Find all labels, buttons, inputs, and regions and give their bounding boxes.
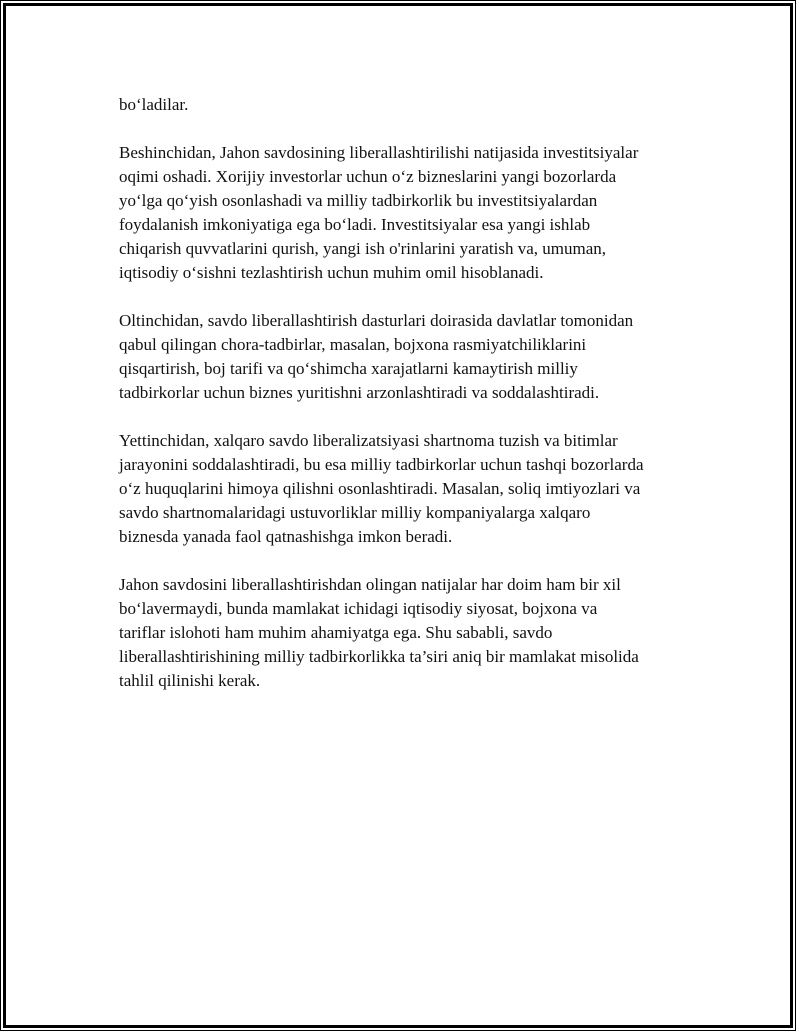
- paragraph-seventh-point: Yettinchidan, xalqaro savdo liberalizatsiyasi shartnoma tuzish va bitimlar jarayonini soddalashtiradi, bu esa milliy tadbirkorlar uchun tashqi bozorlarda o‘z huquqlarini himoya qilishni osonlashtiradi. Masalan, soliq imtiyozlari va savdo shartnomalaridagi ustuvorliklar milliy kompaniyalarga xalqaro biznesda yanada faol qatnashishga imkon beradi.: [119, 431, 644, 546]
- paragraph-continuation: bo‘ladilar.: [119, 95, 189, 114]
- document-body: [119, 93, 719, 717]
- paragraph-conclusion: Jahon savdosini liberallashtirishdan olingan natijalar har doim ham bir xil bo‘lavermaydi, bunda mamlakat ichidagi iqtisodiy siyosat, bojxona va tariflar islohoti ham muhim ahamiyatga ega. Shu sababli, savdo liberallashtirishining milliy tadbirkorlikka ta’siri aniq bir mamlakat misolida tahlil qilinishi kerak.: [119, 575, 639, 690]
- paragraph-sixth-point: Oltinchidan, savdo liberallashtirish dasturlari doirasida davlatlar tomonidan qabul qilingan chora-tadbirlar, masalan, bojxona rasmiyatchiliklarini qisqartirish, boj tarifi va qo‘shimcha xarajatlarni kamaytirish milliy tadbirkorlar uchun biznes yuritishni arzonlashtiradi va soddalashtiradi.: [119, 311, 634, 402]
- paragraph-fifth-point: Beshinchidan, Jahon savdosining liberallashtirilishi natijasida investitsiyalar oqimi oshadi. Xorijiy investorlar uchun o‘z bizneslarini yangi bozorlarda yo‘lga qo‘yish osonlashadi va milliy tadbirkorlik bu investitsiyalardan foydalanish imkoniyatiga ega bo‘ladi. Investitsiyalar esa yangi ishlab chiqarish quvvatlarini qurish, yangi ish o'rinlarini yaratish va, umuman, iqtisodiy o‘sishni tezlashtirish uchun muhim omil hisoblanadi.: [119, 143, 639, 282]
